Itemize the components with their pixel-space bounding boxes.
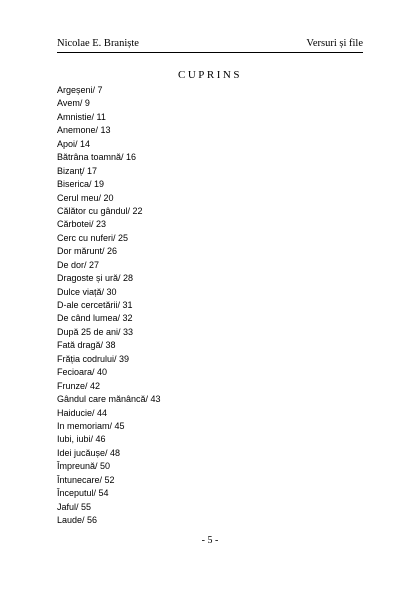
toc-entry: Laude/ 56	[57, 515, 98, 525]
toc-entry: Fată dragă/ 38	[57, 340, 116, 351]
table-of-contents	[57, 84, 161, 527]
toc-entry: Avem/ 9	[57, 98, 90, 109]
toc-entry: După 25 de ani/ 33	[57, 326, 134, 337]
toc-entry: Idei jucăușe/ 48	[57, 447, 121, 458]
toc-entry: Începutul/ 54	[57, 488, 109, 499]
header-book-title: Versuri și file	[306, 38, 363, 49]
toc-entry: Biserica/ 19	[57, 179, 105, 190]
running-header	[57, 37, 363, 53]
toc-entry: Argeșeni/ 7	[57, 85, 103, 95]
toc-entry: Fecioara/ 40	[57, 367, 108, 378]
toc-entry: Cerul meu/ 20	[57, 192, 114, 203]
toc-entry: De dor/ 27	[57, 259, 100, 270]
toc-entry: D-ale cercetării/ 31	[57, 300, 133, 310]
toc-entry: Călător cu gândul/ 22	[57, 205, 143, 216]
toc-entry: Dulce viață/ 30	[57, 286, 117, 297]
toc-entry: Întunecare/ 52	[57, 474, 115, 485]
toc-entry: Cărbotei/ 23	[57, 219, 107, 230]
toc-entry: Jaful/ 55	[57, 501, 92, 512]
page-number: - 5 -	[201, 535, 219, 546]
toc-entry: De când lumea/ 32	[57, 313, 133, 324]
toc-entry: Dor mărunt/ 26	[57, 246, 118, 257]
toc-entry: Iubi, iubi/ 46	[57, 434, 106, 445]
toc-entry: Anemone/ 13	[57, 125, 111, 136]
toc-entry: Amnistie/ 11	[57, 111, 106, 122]
header-author: Nicolae E. Braniște	[57, 38, 139, 49]
toc-entry: Împreună/ 50	[57, 461, 111, 472]
toc-entry: Gândul care mănâncă/ 43	[57, 394, 161, 405]
contents-heading: CUPRINS	[178, 69, 242, 81]
toc-entry: In memoriam/ 45	[57, 420, 125, 431]
toc-entry: Haiducie/ 44	[57, 407, 108, 418]
toc-entry: Bătrâna toamnă/ 16	[57, 152, 137, 163]
toc-entry: Apoi/ 14	[57, 138, 91, 149]
toc-entry: Dragoste și ură/ 28	[57, 273, 134, 284]
toc-entry: Cerc cu nuferi/ 25	[57, 232, 129, 243]
toc-entry: Bizanț/ 17	[57, 165, 98, 176]
toc-entry: Frunze/ 42	[57, 380, 101, 391]
toc-entry: Frăția codrului/ 39	[57, 353, 130, 364]
